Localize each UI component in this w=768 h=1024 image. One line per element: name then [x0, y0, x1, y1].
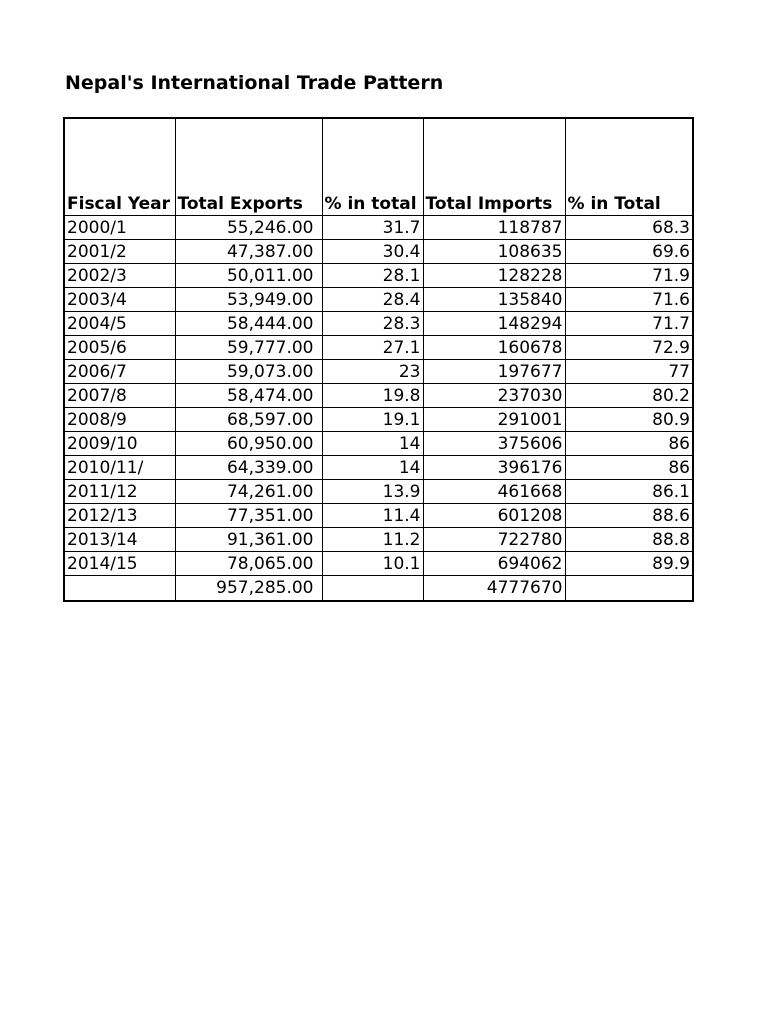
import-percent-cell: 69.6 — [565, 240, 693, 264]
total-exports-cell: 58,474.00 — [175, 384, 322, 408]
table-row — [64, 480, 693, 504]
export-percent-cell: 28.1 — [322, 264, 423, 288]
table-row — [64, 312, 693, 336]
header-row — [64, 118, 693, 216]
import-percent-cell: 86.1 — [565, 480, 693, 504]
fiscal-year-cell: 2008/9 — [64, 408, 175, 432]
table-row — [64, 552, 693, 576]
table-row — [64, 456, 693, 480]
header-total-exports: Total Exports — [175, 118, 322, 216]
table-row — [64, 384, 693, 408]
fiscal-year-cell: 2010/11/ — [64, 456, 175, 480]
total-exports-cell: 91,361.00 — [175, 528, 322, 552]
import-percent-cell: 77 — [565, 360, 693, 384]
total-imports-cell: 375606 — [423, 432, 565, 456]
export-percent-cell: 19.1 — [322, 408, 423, 432]
export-percent-cell: 19.8 — [322, 384, 423, 408]
import-percent-cell: 71.7 — [565, 312, 693, 336]
total-exports-cell: 59,777.00 — [175, 336, 322, 360]
table-row — [64, 360, 693, 384]
export-percent-cell: 31.7 — [322, 216, 423, 240]
export-percent-cell: 28.4 — [322, 288, 423, 312]
total-imports-cell: 291001 — [423, 408, 565, 432]
export-percent-cell: 13.9 — [322, 480, 423, 504]
total-exports-cell: 78,065.00 — [175, 552, 322, 576]
import-percent-cell: 86 — [565, 432, 693, 456]
total-exports-sum: 957,285.00 — [175, 576, 322, 602]
total-exports-cell: 47,387.00 — [175, 240, 322, 264]
fiscal-year-cell: 2009/10 — [64, 432, 175, 456]
fiscal-year-cell: 2005/6 — [64, 336, 175, 360]
total-imports-cell: 148294 — [423, 312, 565, 336]
header-total-imports: Total Imports — [423, 118, 565, 216]
fiscal-year-cell: 2001/2 — [64, 240, 175, 264]
total-exports-cell: 60,950.00 — [175, 432, 322, 456]
export-percent-cell: 30.4 — [322, 240, 423, 264]
import-percent-cell: 80.9 — [565, 408, 693, 432]
total-imports-cell: 118787 — [423, 216, 565, 240]
export-percent-cell: 23 — [322, 360, 423, 384]
table-row — [64, 528, 693, 552]
fiscal-year-cell: 2014/15 — [64, 552, 175, 576]
import-percent-cell: 71.9 — [565, 264, 693, 288]
trade-table — [63, 117, 694, 602]
table-body — [64, 216, 693, 602]
import-percent-cell: 68.3 — [565, 216, 693, 240]
import-percent-cell: 80.2 — [565, 384, 693, 408]
export-percent-cell: 11.2 — [322, 528, 423, 552]
total-exports-cell: 74,261.00 — [175, 480, 322, 504]
total-imports-cell: 197677 — [423, 360, 565, 384]
total-imports-cell: 461668 — [423, 480, 565, 504]
table-row — [64, 240, 693, 264]
total-imports-cell: 722780 — [423, 528, 565, 552]
total-imports-cell: 237030 — [423, 384, 565, 408]
fiscal-year-cell: 2007/8 — [64, 384, 175, 408]
import-percent-cell: 71.6 — [565, 288, 693, 312]
export-percent-cell: 14 — [322, 456, 423, 480]
export-percent-cell: 11.4 — [322, 504, 423, 528]
export-percent-cell: 14 — [322, 432, 423, 456]
fiscal-year-cell: 2003/4 — [64, 288, 175, 312]
table-row — [64, 216, 693, 240]
total-exports-cell: 68,597.00 — [175, 408, 322, 432]
total-exports-cell: 50,011.00 — [175, 264, 322, 288]
import-percent-cell: 72.9 — [565, 336, 693, 360]
document-title: Nepal's International Trade Pattern — [65, 72, 444, 94]
table-row — [64, 264, 693, 288]
header-fiscal-year: Fiscal Year — [64, 118, 175, 216]
total-imports-cell: 128228 — [423, 264, 565, 288]
export-percent-cell: 27.1 — [322, 336, 423, 360]
header-import-percent: % in Total — [565, 118, 693, 216]
fiscal-year-cell: 2011/12 — [64, 480, 175, 504]
total-exports-cell: 59,073.00 — [175, 360, 322, 384]
total-imports-cell: 601208 — [423, 504, 565, 528]
totals-blank-cell — [565, 576, 693, 602]
fiscal-year-cell: 2012/13 — [64, 504, 175, 528]
total-imports-cell: 108635 — [423, 240, 565, 264]
import-percent-cell: 88.8 — [565, 528, 693, 552]
total-exports-cell: 55,246.00 — [175, 216, 322, 240]
fiscal-year-cell: 2004/5 — [64, 312, 175, 336]
total-imports-cell: 135840 — [423, 288, 565, 312]
import-percent-cell: 89.9 — [565, 552, 693, 576]
table-row — [64, 288, 693, 312]
total-exports-cell: 53,949.00 — [175, 288, 322, 312]
totals-row — [64, 576, 693, 602]
fiscal-year-cell: 2013/14 — [64, 528, 175, 552]
total-imports-sum: 4777670 — [423, 576, 565, 602]
table-row — [64, 432, 693, 456]
total-exports-cell: 64,339.00 — [175, 456, 322, 480]
table-row — [64, 408, 693, 432]
total-imports-cell: 694062 — [423, 552, 565, 576]
table-row — [64, 504, 693, 528]
import-percent-cell: 88.6 — [565, 504, 693, 528]
total-exports-cell: 58,444.00 — [175, 312, 322, 336]
export-percent-cell: 10.1 — [322, 552, 423, 576]
export-percent-cell: 28.3 — [322, 312, 423, 336]
fiscal-year-cell: 2006/7 — [64, 360, 175, 384]
total-exports-cell: 77,351.00 — [175, 504, 322, 528]
totals-blank-cell — [64, 576, 175, 602]
table-row — [64, 336, 693, 360]
totals-blank-cell — [322, 576, 423, 602]
total-imports-cell: 396176 — [423, 456, 565, 480]
fiscal-year-cell: 2002/3 — [64, 264, 175, 288]
header-export-percent: % in total — [322, 118, 423, 216]
fiscal-year-cell: 2000/1 — [64, 216, 175, 240]
import-percent-cell: 86 — [565, 456, 693, 480]
total-imports-cell: 160678 — [423, 336, 565, 360]
